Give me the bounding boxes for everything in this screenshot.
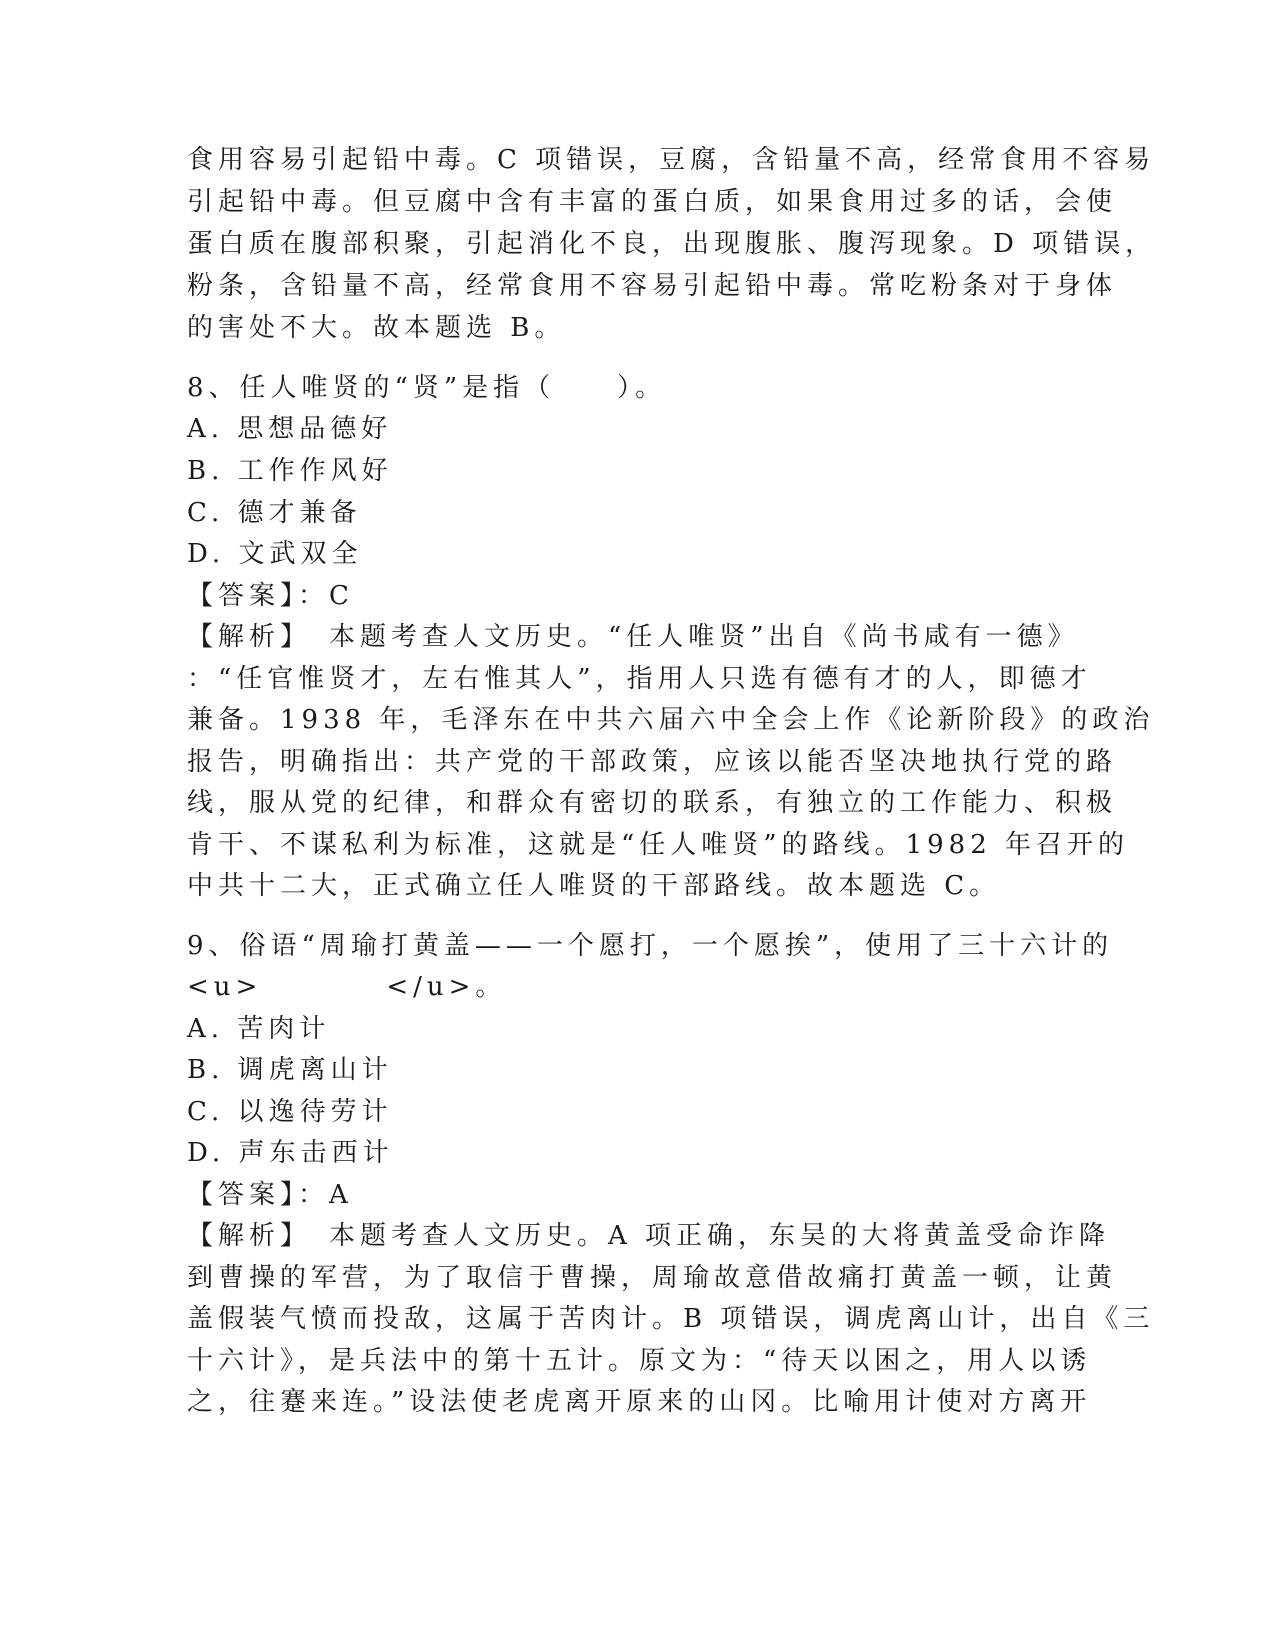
q9-option-a: A. 苦肉计 [187, 1014, 331, 1044]
q9-analysis-line: 【解析】 本题考查人文历史。A 项正确，东吴的大将黄盖受命诈降 [187, 1221, 1111, 1251]
q8-option-a: A. 思想品德好 [187, 414, 393, 444]
q9-question-line: <u> </u>。 [187, 972, 507, 1002]
intro-line: 引起铅中毒。但豆腐中含有丰富的蛋白质，如果食用过多的话，会使 [187, 187, 1118, 217]
q9-option-b: B. 调虎离山计 [187, 1055, 393, 1085]
q9-option-c: C. 以逸待劳计 [187, 1097, 393, 1127]
q8-analysis-line: 中共十二大，正式确立任人唯贤的干部路线。故本题选 C。 [187, 871, 1001, 901]
q9-question-line: 9、俗语“周瑜打黄盖——一个愿打，一个愿挨”，使用了三十六计的 [187, 931, 1114, 961]
q9-analysis-line: 到曹操的军营，为了取信于曹操，周瑜故意借故痛打黄盖一顿，让黄 [187, 1263, 1118, 1293]
q9-analysis-line: 之，往蹇来连。”设法使老虎离开原来的山冈。比喻用计使对方离开 [187, 1387, 1092, 1417]
intro-line: 粉条，含铅量不高，经常食用不容易引起铅中毒。常吃粉条对于身体 [187, 271, 1118, 301]
intro-line: 食用容易引起铅中毒。C 项错误，豆腐，含铅量不高，经常食用不容易 [187, 145, 1156, 175]
q8-answer: 【答案】：C [187, 581, 354, 611]
intro-line: 蛋白质在腹部积聚，引起消化不良，出现腹胀、腹泻现象。D 项错误， [187, 229, 1157, 259]
q8-option-d: D. 文武双全 [187, 539, 363, 569]
q8-option-c: C. 德才兼备 [187, 498, 362, 528]
q8-analysis-line: 兼备。1938 年，毛泽东在中共六届六中全会上作《论新阶段》的政治 [187, 705, 1155, 735]
q8-analysis-line: 线，服从党的纪律，和群众有密切的联系，有独立的工作能力、积极 [187, 788, 1118, 818]
q8-question: 8、任人唯贤的“贤”是指（ ）。 [187, 373, 667, 403]
q9-analysis-line: 十六计》，是兵法中的第十五计。原文为：“待天以困之，用人以诱 [187, 1346, 1092, 1376]
q8-analysis-line: ：“任官惟贤才，左右惟其人”，指用人只选有德有才的人，即德才 [187, 664, 1092, 694]
q9-analysis-line: 盖假装气愤而投敌，这属于苦肉计。B 项错误，调虎离山计，出自《三 [187, 1304, 1155, 1334]
q9-answer: 【答案】：A [187, 1180, 353, 1210]
q8-analysis-line: 肯干、不谋私利为标准，这就是“任人唯贤”的路线。1982 年召开的 [187, 830, 1130, 860]
intro-line: 的害处不大。故本题选 B。 [187, 313, 566, 343]
q8-option-b: B. 工作作风好 [187, 456, 393, 486]
q8-analysis-line: 报告，明确指出：共产党的干部政策，应该以能否坚决地执行党的路 [187, 747, 1118, 777]
q9-option-d: D. 声东击西计 [187, 1138, 394, 1168]
q8-analysis-line: 【解析】 本题考查人文历史。“任人唯贤”出自《尚书咸有一德》 [187, 622, 1079, 652]
